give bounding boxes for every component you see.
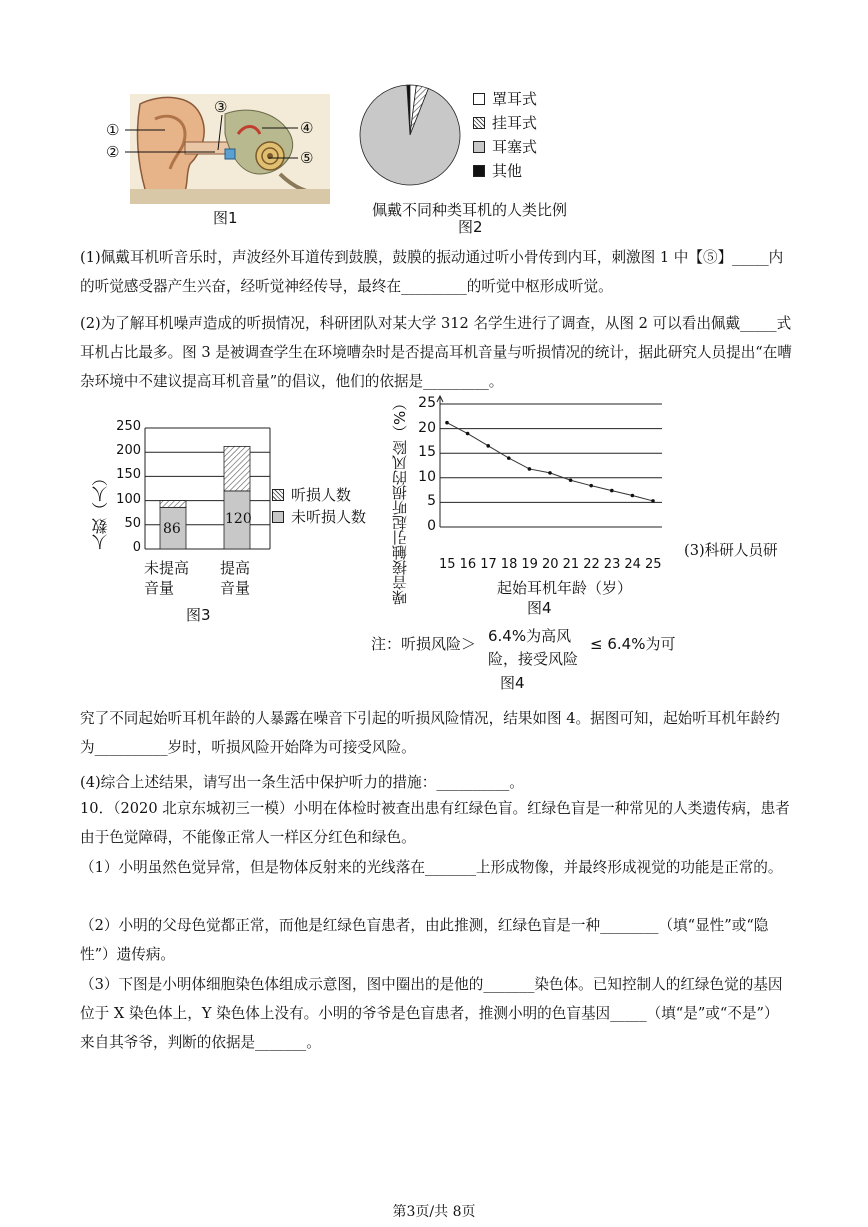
legend-swatch xyxy=(473,165,485,177)
figure-3-caption: 图3 xyxy=(186,606,211,624)
bar-y-tick: 200 xyxy=(116,443,141,459)
question-2: (2)为了解耳机噪声造成的听损情况，科研团队对某大学 312 名学生进行了调查，从图 2 可以看出佩戴_____式耳机占比最多。图 3 是被调查学生在环境嘈杂时是否提高耳机音量与听损情况的统计，据此研究人员提出“在嘈杂环境中不建议提高耳机音量”的倡议，他们的依据是_________。 xyxy=(80,315,792,390)
legend-swatch xyxy=(272,511,284,523)
pie-legend-ear-hook xyxy=(473,112,537,133)
legend-swatch xyxy=(272,489,284,501)
question-10-2: （2）小明的父母色觉都正常，而他是红绿色盲患者，由此推测，红绿色盲是一种________（填“显性”或“隐性”）遗传病。 xyxy=(80,917,769,963)
line-point xyxy=(507,456,511,460)
bar-category-label: 提高 音量 xyxy=(220,559,251,597)
bar-hearing-loss xyxy=(224,446,250,491)
line-x-tick: 15 xyxy=(439,557,456,572)
bar-value-label: 120 xyxy=(225,511,252,527)
line-y-tick: 20 xyxy=(418,419,436,436)
bar-y-tick: 0 xyxy=(132,540,141,555)
bar-y-tick: 250 xyxy=(116,419,141,434)
line-y-tick: 10 xyxy=(418,468,436,485)
pie-legend-in-ear xyxy=(473,136,537,157)
line-x-tick: 20 xyxy=(542,557,559,572)
line-point xyxy=(631,494,635,498)
bar-ylabel: 人数（人） xyxy=(91,470,110,550)
bar-legend-no-loss xyxy=(272,506,366,527)
line-point xyxy=(486,444,490,448)
line-x-tick: 24 xyxy=(624,557,641,572)
note-line-1: 6.4%为高风 xyxy=(488,627,572,645)
pie-legend-label: 耳塞式 xyxy=(492,138,538,156)
line-point xyxy=(548,471,552,475)
line-y-tick: 15 xyxy=(418,444,436,461)
legend-swatch xyxy=(473,93,485,105)
bar-legend-hearing-loss xyxy=(272,484,351,505)
bar-value-label: 86 xyxy=(163,521,181,537)
bar-y-tick: 100 xyxy=(116,491,141,507)
line-y-tick: 0 xyxy=(427,518,436,534)
note-suffix: ≤ 6.4%为可 xyxy=(590,635,676,653)
line-chart xyxy=(440,396,665,542)
line-x-tick: 21 xyxy=(562,557,580,572)
ear-label-2: ② xyxy=(106,143,120,161)
legend-swatch xyxy=(473,117,485,129)
pie-legend-over-ear xyxy=(473,88,537,109)
pie-legend-other xyxy=(473,160,522,181)
line-point xyxy=(610,489,614,493)
line-ylabel: 噪音接触引起听损的风险（%） xyxy=(391,395,409,605)
line-x-tick: 25 xyxy=(645,557,662,572)
line-point xyxy=(569,478,573,482)
figure-2-caption: 图2 xyxy=(458,218,483,236)
line-y-tick: 5 xyxy=(427,493,436,510)
note-line-2: 险，接受风险 xyxy=(488,650,579,668)
line-x-tick: 22 xyxy=(583,557,600,572)
bar-hearing-loss xyxy=(160,501,186,508)
line-point xyxy=(651,499,655,503)
question-4: (4)综合上述结果，请写出一条生活中保护听力的措施：__________。 xyxy=(80,774,524,791)
line-point xyxy=(466,432,470,436)
line-x-tick: 23 xyxy=(603,557,621,572)
question-10-3: （3）下图是小明体细胞染色体组成示意图，图中圈出的是他的_______染色体。已知控制人的红绿色觉的基因位于 X 染色体上，Y 染色体上没有。小明的爷爷是色盲患者，推测小明的色盲基因_____（填“是”或“不是”）来自其爷爷，判断的依据是_______。 xyxy=(80,976,783,1051)
bar-legend-label: 未听损人数 xyxy=(291,508,367,526)
pie-legend-label: 罩耳式 xyxy=(492,90,538,108)
ear-label-1: ① xyxy=(106,121,120,139)
line-point xyxy=(589,484,593,488)
line-point xyxy=(528,467,532,471)
note-caption: 图4 xyxy=(500,674,525,692)
legend-swatch xyxy=(473,141,485,153)
bar-y-tick: 50 xyxy=(124,515,141,531)
line-point xyxy=(445,421,449,425)
line-series xyxy=(447,423,653,501)
bar-category-label: 未提高 音量 xyxy=(144,559,190,597)
pie-chart xyxy=(355,80,465,190)
question-10-1: （1）小明虽然色觉异常，但是物体反射来的光线落在_______上形成物像，并最终形成视觉的功能是正常的。 xyxy=(80,859,783,876)
ear-label-5: ⑤ xyxy=(300,149,314,167)
figure-1-caption: 图1 xyxy=(213,209,238,227)
line-xlabel: 起始耳机年龄（岁） xyxy=(497,579,633,597)
line-x-tick: 19 xyxy=(521,557,538,572)
question-10: 10．（2020 北京东城初三一模）小明在体检时被查出患有红绿色盲。红绿色盲是一种常见的人类遗传病，患者由于色觉障碍，不能像正常人一样区分红色和绿色。 xyxy=(80,800,790,846)
question-1: (1)佩戴耳机听音乐时，声波经外耳道传到鼓膜，鼓膜的振动通过听小骨传到内耳，刺激图 1 中【⑤】_____内的听觉感受器产生兴奋，经听觉神经传导，最终在_________的听觉中枢形成听觉。 xyxy=(80,249,784,295)
question-3-start: (3)科研人员研 xyxy=(684,542,778,559)
page-footer: 第3页/共 8页 xyxy=(392,1204,476,1220)
line-x-tick: 16 xyxy=(459,557,477,572)
pie-legend-label: 挂耳式 xyxy=(492,114,538,132)
pie-subtitle: 佩戴不同种类耳机的人类比例 xyxy=(372,201,568,219)
line-y-tick: 25 xyxy=(418,395,436,411)
line-x-tick: 18 xyxy=(500,557,518,572)
bar-legend-label: 听损人数 xyxy=(291,486,352,504)
ear-label-3: ③ xyxy=(214,98,228,116)
line-x-tick: 17 xyxy=(480,557,497,572)
figure-4-caption: 图4 xyxy=(527,599,552,617)
note-prefix: 注：听损风险＞ xyxy=(371,635,477,653)
ear-label-4: ④ xyxy=(300,119,314,137)
bar-y-tick: 150 xyxy=(116,467,141,483)
question-3: 究了不同起始听耳机年龄的人暴露在噪音下引起的听损风险情况，结果如图 4。据图可知，起始听耳机年龄约为__________岁时，听损风险开始降为可接受风险。 xyxy=(80,710,780,756)
pie-legend-label: 其他 xyxy=(492,162,523,180)
